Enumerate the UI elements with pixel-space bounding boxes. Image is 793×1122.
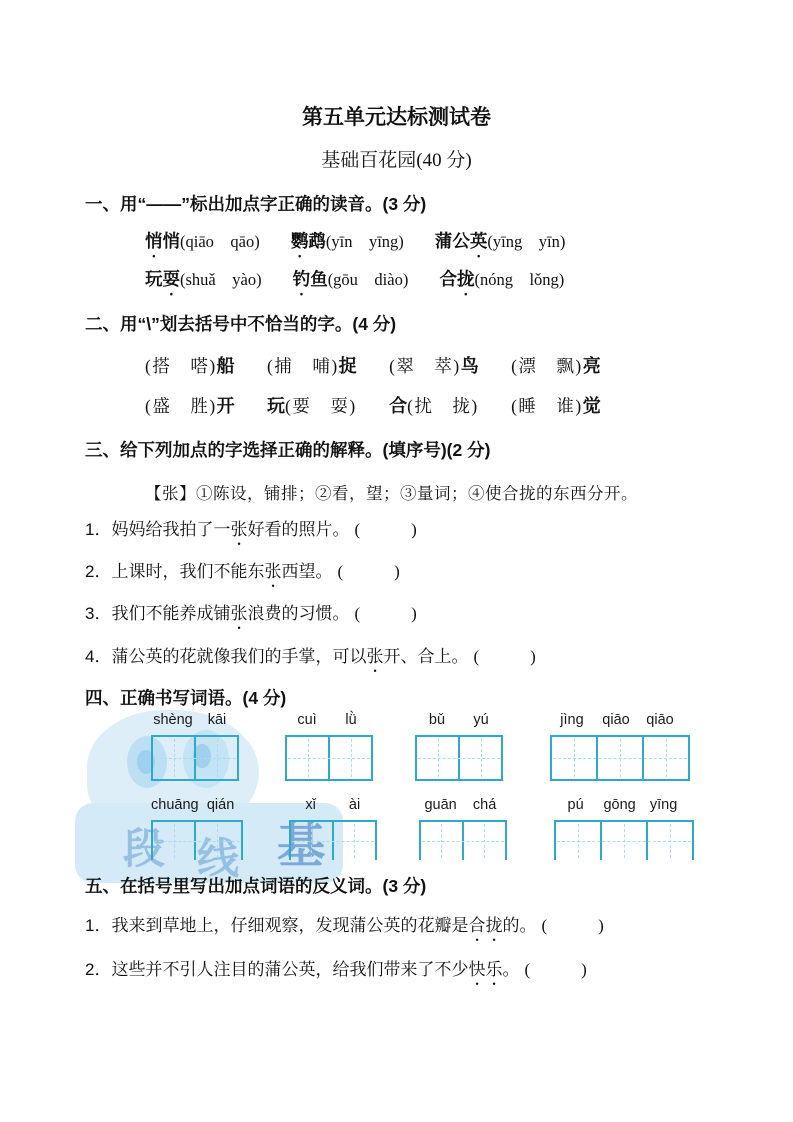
writing-grid [554, 820, 694, 860]
pinyin-label: xǐ ài [305, 797, 361, 813]
word-with-dotted-char: 玩耍 [145, 269, 180, 289]
writing-grid [151, 735, 239, 781]
pinyin-choice-group [291, 232, 404, 251]
watermark-glyph: 基 [276, 817, 326, 872]
char-choice-group: (漂 飘)亮 [511, 356, 601, 376]
section-3-heading: 三、给下列加点的字选择正确的解释。(填序号)(2 分) [85, 440, 491, 460]
char-choice-group: (翠 萃)鸟 [389, 356, 479, 376]
item-number: 1． [85, 916, 112, 935]
writing-grid-group [151, 712, 239, 781]
question-item: 2．这些并不引人注目的蒲公英，给我们带来了不少快乐。 ( ) [85, 960, 587, 979]
section-4-heading: 四、正确书写词语。(4 分) [85, 688, 287, 708]
page-title: 第五单元达标测试卷 [302, 106, 491, 129]
writing-cell[interactable] [646, 822, 692, 860]
word-with-dotted-char: 悄悄 [145, 231, 180, 251]
section-2-heading: 二、用“\”划去括号中不恰当的字。(4 分) [85, 314, 397, 334]
pinyin-label: guān chá [424, 797, 497, 813]
writing-grid-group [151, 797, 243, 860]
writing-grid-group [285, 712, 373, 781]
answer-blank[interactable]: ( ) [524, 960, 587, 979]
pinyin-label: cuì lǜ [297, 712, 357, 728]
pinyin-label: bǔ yú [428, 712, 489, 728]
writing-cell[interactable] [291, 822, 332, 860]
pinyin-choice-group [293, 270, 409, 289]
writing-cell[interactable] [194, 737, 237, 779]
writing-grid-group [415, 712, 503, 781]
item-number: 3． [85, 604, 112, 623]
char-choice-group: (睡 谁)觉 [511, 396, 601, 416]
writing-cell[interactable] [462, 822, 505, 860]
char-choice-group: 合(扰 拢) [389, 396, 479, 416]
writing-cell[interactable] [194, 822, 237, 860]
item-number: 2． [85, 562, 112, 581]
writing-grid [285, 735, 373, 781]
word-with-dotted-char: 合拢 [439, 269, 475, 289]
pinyin-choice-group [145, 270, 262, 289]
pinyin-options: (qiāo qāo) [180, 232, 260, 251]
watermark-glyph: 段 [123, 825, 166, 872]
writing-grid-group [419, 797, 507, 860]
writing-cell[interactable] [596, 737, 642, 779]
word-with-dotted-char: 蒲公英 [434, 231, 488, 251]
writing-cell[interactable] [556, 822, 600, 860]
writing-cell[interactable] [417, 737, 458, 779]
pinyin-options: (yīn yīng) [325, 232, 404, 251]
writing-grid [419, 820, 507, 860]
writing-cell[interactable] [153, 822, 194, 860]
char-choice-row [145, 392, 601, 418]
item-number: 4． [85, 647, 112, 666]
pinyin-label: pú gōng yīng [567, 797, 678, 813]
writing-cell[interactable] [287, 737, 328, 779]
pinyin-choice-row [145, 266, 564, 299]
pinyin-label: jìng qiāo qiāo [560, 712, 674, 728]
writing-cell[interactable] [600, 822, 646, 860]
writing-cell[interactable] [153, 737, 194, 779]
pinyin-label: shèng kāi [153, 712, 227, 728]
pinyin-options: (shuǎ yào) [180, 270, 262, 289]
answer-blank[interactable]: ( ) [337, 562, 400, 581]
question-item: 3．我们不能养成铺张浪费的习惯。 ( ) [85, 604, 417, 623]
item-number: 1． [85, 520, 112, 539]
answer-blank[interactable]: ( ) [541, 916, 604, 935]
writing-cell[interactable] [421, 822, 462, 860]
answer-blank[interactable]: ( ) [473, 647, 536, 666]
writing-cell[interactable] [328, 737, 371, 779]
pinyin-options: (gōu diào) [327, 270, 409, 289]
writing-cell[interactable] [458, 737, 501, 779]
word-with-dotted-char: 钓鱼 [292, 269, 328, 289]
answer-blank[interactable]: ( ) [354, 520, 417, 539]
pinyin-choice-group [439, 270, 564, 289]
question-item: 1．我来到草地上，仔细观察，发现蒲公英的花瓣是合拢的。 ( ) [85, 916, 604, 935]
item-number: 2． [85, 960, 112, 979]
pinyin-options: (nóng lǒng) [474, 270, 565, 289]
section-5-heading: 五、在括号里写出加点词语的反义词。(3 分) [85, 876, 427, 896]
page-subtitle: 基础百花园(40 分) [321, 150, 472, 171]
writing-grid-group [289, 797, 377, 860]
writing-grid [415, 735, 503, 781]
definition-line: 【张】①陈设，铺排；②看，望；③量词；④使合拢的东西分开。 [145, 484, 638, 503]
pinyin-label: chuāng qián [151, 797, 235, 813]
char-choice-group: 玩(要 耍) [267, 396, 357, 416]
question-item: 2．上课时，我们不能东张西望。 ( ) [85, 562, 400, 581]
question-item: 4．蒲公英的花就像我们的手掌，可以张开、合上。 ( ) [85, 647, 536, 666]
writing-grid [151, 820, 243, 860]
writing-cell[interactable] [642, 737, 688, 779]
writing-grid [289, 820, 377, 860]
pinyin-choice-row [145, 228, 565, 261]
watermark-glyph: 线 [197, 835, 240, 882]
char-choice-group: (搭 嗒)船 [145, 356, 235, 376]
pinyin-choice-group [435, 232, 565, 251]
pinyin-options: (yīng yīn) [487, 232, 566, 251]
question-item: 1．妈妈给我拍了一张好看的照片。 ( ) [85, 520, 417, 539]
char-choice-group: (捕 哺)捉 [267, 356, 357, 376]
writing-grid-row [151, 797, 694, 860]
writing-grid-row [151, 712, 690, 781]
section-1-heading: 一、用“——”标出加点字正确的读音。(3 分) [85, 194, 427, 214]
char-choice-group: (盛 胜)开 [145, 396, 235, 416]
char-choice-row [145, 352, 601, 378]
writing-grid [550, 735, 690, 781]
word-with-dotted-char: 鹦鹉 [290, 231, 326, 251]
writing-grid-group [554, 797, 694, 860]
writing-cell[interactable] [332, 822, 375, 860]
pinyin-choice-group [145, 232, 260, 251]
answer-blank[interactable]: ( ) [354, 604, 417, 623]
writing-grid-group [550, 712, 690, 781]
writing-cell[interactable] [552, 737, 596, 779]
